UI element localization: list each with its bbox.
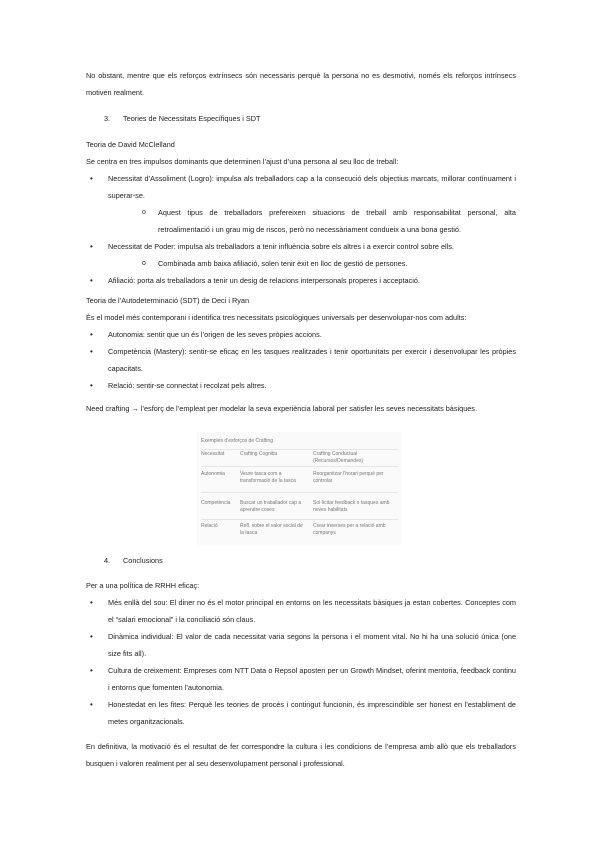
section-4-heading — [86, 552, 516, 569]
subheading: Teoria de David McClelland — [86, 140, 175, 149]
lead-text: Per a una política de RRHH eficaç: — [86, 581, 200, 590]
table-cell: Relació — [201, 523, 218, 529]
table-header: Necessitat — [201, 451, 225, 457]
section-3-heading — [86, 110, 516, 127]
subheading: Teoria de l’Autodeterminació (SDT) de Deci i Ryan — [86, 296, 250, 305]
table-cell: Competència — [201, 500, 231, 506]
sub-list-item: o Aquest tipus de treballadors prefereixen situacions de treball amb responsabilitat personal, alta retroalimentació i un grau mig de riscos, però no necessàriament condueix a una bona gestió. — [86, 204, 516, 238]
list-item: • Competència (Mastery): sentir-se eficaç en les tasques realitzades i tenir oportunitats per exercir i desenvolupar les pròpies capacitats. — [86, 343, 516, 377]
conclusions-section — [86, 577, 516, 730]
section-number: 4. — [104, 556, 111, 565]
list-item: • Honestedat en les fites: Perquè les teories de procés i contingut funcionin, és imprescindible ser honest en l’establiment de metes organitzacionals. — [86, 696, 516, 730]
list-item: • Autonomia: sentir que un és l’origen de les seves pròpies accions. — [86, 326, 516, 343]
sdt-list — [86, 326, 516, 394]
list-item: • Cultura de creixement: Empreses com NTT Data o Repsol aposten per un Growth Mindset, oferint mentoria, feedback continu i entorns que fomenten l’autonomia. — [86, 662, 516, 696]
list-item: • Més enllà del sou: El diner no és el motor principal en entorns on les necessitats bàsiques ja estan cobertes. Conceptes com el “salari emocional” i la conciliació són claus. — [86, 594, 516, 628]
lead-text: Se centra en tres impulsos dominants que determinen l’ajust d’una persona al seu lloc de treball: — [86, 157, 399, 166]
divider — [201, 492, 398, 493]
lead-text: És el model més contemporani i identifica tres necessitats psicològiques universals per desenvolupar-nos com adults: — [86, 313, 467, 322]
list-item: • Necessitat d’Assoliment (Logro): impulsa als treballadors cap a la consecució dels objectius marcats, millorar contínuament i superar-se. o Aquest tipus de treballadors prefereixen situacions de treball amb responsabilitat personal, alta retroalimentació i un grau mig de riscos, però no necessàriament condueix a una bona gestió. — [86, 170, 516, 238]
table-header: Crafting Conductual (Recursos/Demandes) — [313, 451, 364, 464]
mcclelland-section — [86, 136, 516, 289]
table-cell: Reorganitzar l’horari perquè per controlar — [313, 471, 384, 484]
table-cell: Refl. sobre el valor social de la tasca — [240, 523, 303, 536]
table-header: Crafting Cognitiu — [240, 451, 278, 457]
table-cell: Crear inverses per a relació amb companys — [313, 523, 386, 536]
need-crafting-paragraph: Need crafting → l’esforç de l’empleat per modelar la seva experiència laboral per satisfer les seves necessitats bàsiques. — [86, 404, 477, 413]
divider — [201, 466, 398, 467]
mcclelland-list — [86, 170, 516, 289]
image-caption: Exemples d’esforços de Crafting — [201, 438, 273, 444]
sdt-section — [86, 292, 516, 394]
list-item: • Relació: sentir-se connectat i recolzat pels altres. — [86, 377, 516, 394]
intro-paragraph: No obstant, mentre que els reforços extrínsecs són necessaris perquè la persona no es desmotivi, només els reforços intrínsecs motiven realment. — [86, 71, 516, 97]
section-title: Teories de Necessitats Específiques i SDT — [123, 114, 261, 123]
section-number: 3. — [104, 114, 111, 123]
list-item: • Afiliació: porta als treballadors a tenir un desig de relacions interpersonals properes i acceptació. — [86, 272, 516, 289]
divider — [201, 519, 398, 520]
table-cell: Autonomia — [201, 471, 225, 477]
closing-paragraph: En definitiva, la motivació és el resultat de fer correspondre la cultura i les condicions de l’empresa amb allò que els treballadors busquen i valoren realment per al seu desenvolupament personal i professional. — [86, 742, 516, 768]
divider — [201, 449, 398, 450]
table-cell: Sol·licitar feedback o tasques amb noves habilitats — [313, 500, 390, 513]
conclusions-list — [86, 594, 516, 730]
section-title: Conclusions — [123, 556, 163, 565]
table-cell: Buscar un traballador cap a aprendre coses — [240, 500, 302, 513]
list-item: • Necessitat de Poder: impulsa als treballadors a tenir influència sobre els altres i a exercir control sobre ells. o Combinada amb baixa afiliació, solen tenir èxit en lloc de gestió de persones. — [86, 238, 516, 272]
sub-list — [86, 255, 516, 272]
sub-list-item: o Combinada amb baixa afiliació, solen tenir èxit en lloc de gestió de persones. — [86, 255, 516, 272]
crafting-examples-image — [197, 432, 402, 545]
sub-list — [86, 204, 516, 238]
table-cell: Veure tasca com a transformació de la tasca — [240, 471, 296, 484]
list-item: • Dinàmica individual: El valor de cada necessitat varia segons la persona i el moment vital. No hi ha una solució única (one size fits all). — [86, 628, 516, 662]
